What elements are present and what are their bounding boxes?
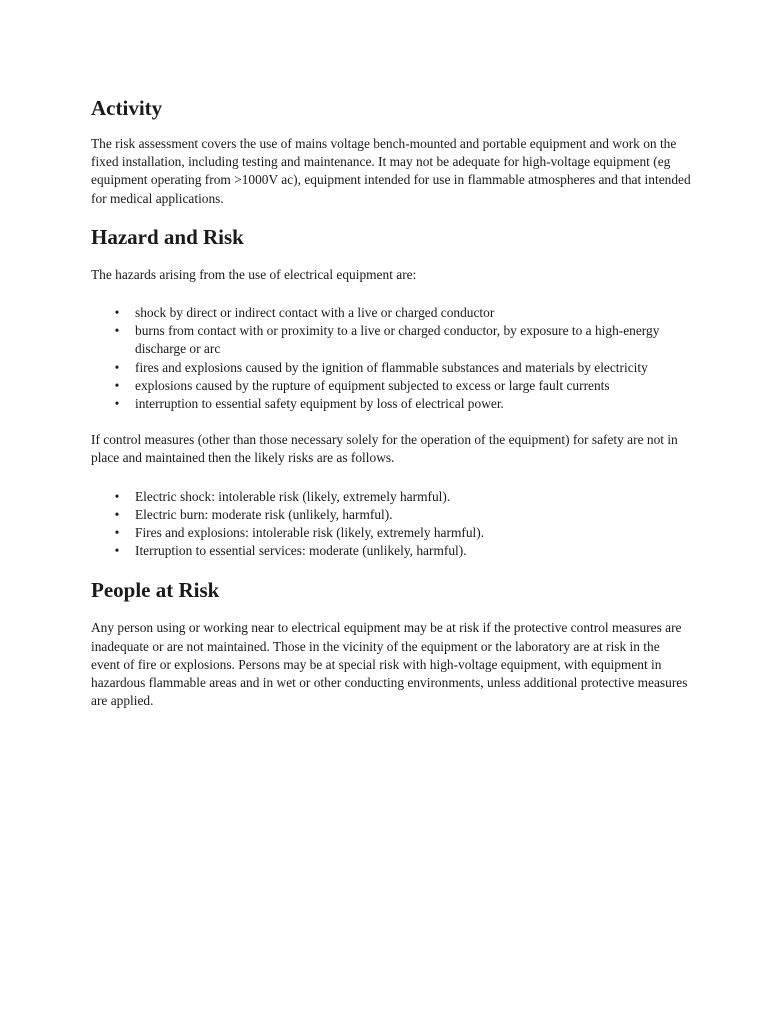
bullet-icon: • [114,506,120,522]
hazard-list-item [91,377,691,395]
hazard-item-text: interruption to essential safety equipment by loss of electrical power. [135,396,504,412]
hazard-list-item [91,304,691,322]
risk-list-item [91,542,691,560]
bullet-icon: • [114,359,120,375]
hazard-item-text: burns from contact with or proximity to a live or charged conductor, by exposure to a high-energy discharge or arc [135,323,660,357]
people-at-risk-heading: People at Risk [91,578,220,603]
risk-item-text: Electric shock: intolerable risk (likely, extremely harmful). [135,488,451,504]
hazard-item-text: fires and explosions caused by the ignition of flammable substances and materials by electricity [135,359,648,375]
risk-item-text: Iterruption to essential services: moderate (unlikely, harmful). [135,543,467,559]
hazard-intro-paragraph: The hazards arising from the use of electrical equipment are: [91,266,417,282]
hazard-item-text: shock by direct or indirect contact with a live or charged conductor [135,305,495,321]
people-at-risk-paragraph: Any person using or working near to electrical equipment may be at risk if the protective control measures are inadequate or are not maintained. Those in the vicinity of the equipment or the laboratory are at risk in the event of fire or explosions. Persons may be at special risk with high-voltage equipment, with equipment in hazardous flammable areas and in wet or other conducting environments, unless additional protective measures are applied. [91,620,688,709]
risk-list-item [91,488,691,506]
hazard-list [91,304,691,413]
risk-list-item [91,524,691,542]
bullet-icon: • [114,525,120,541]
risk-list-item [91,506,691,524]
hazard-list-item [91,322,691,358]
document-page [91,86,691,710]
risk-list [91,488,691,561]
hazard-and-risk-heading: Hazard and Risk [91,224,244,249]
bullet-icon: • [114,543,120,559]
control-measures-paragraph: If control measures (other than those necessary solely for the operation of the equipment) for safety are not in place and maintained then the likely risks are as follows. [91,432,678,466]
bullet-icon: • [114,377,120,393]
hazard-item-text: explosions caused by the rupture of equipment subjected to excess or large fault currents [135,377,610,393]
activity-heading: Activity [91,96,163,120]
hazard-list-item [91,395,691,413]
risk-item-text: Electric burn: moderate risk (unlikely, harmful). [135,506,393,522]
bullet-icon: • [114,488,120,504]
bullet-icon: • [114,323,120,339]
bullet-icon: • [114,396,120,412]
bullet-icon: • [114,305,120,321]
risk-item-text: Fires and explosions: intolerable risk (likely, extremely harmful). [135,525,485,541]
activity-paragraph: The risk assessment covers the use of mains voltage bench-mounted and portable equipment and work on the fixed installation, including testing and maintenance. It may not be adequate for high-voltage equipment (eg equipment operating from >1000V ac), equipment intended for use in flammable atmospheres and that intended for medical applications. [91,136,691,206]
hazard-list-item [91,359,691,377]
